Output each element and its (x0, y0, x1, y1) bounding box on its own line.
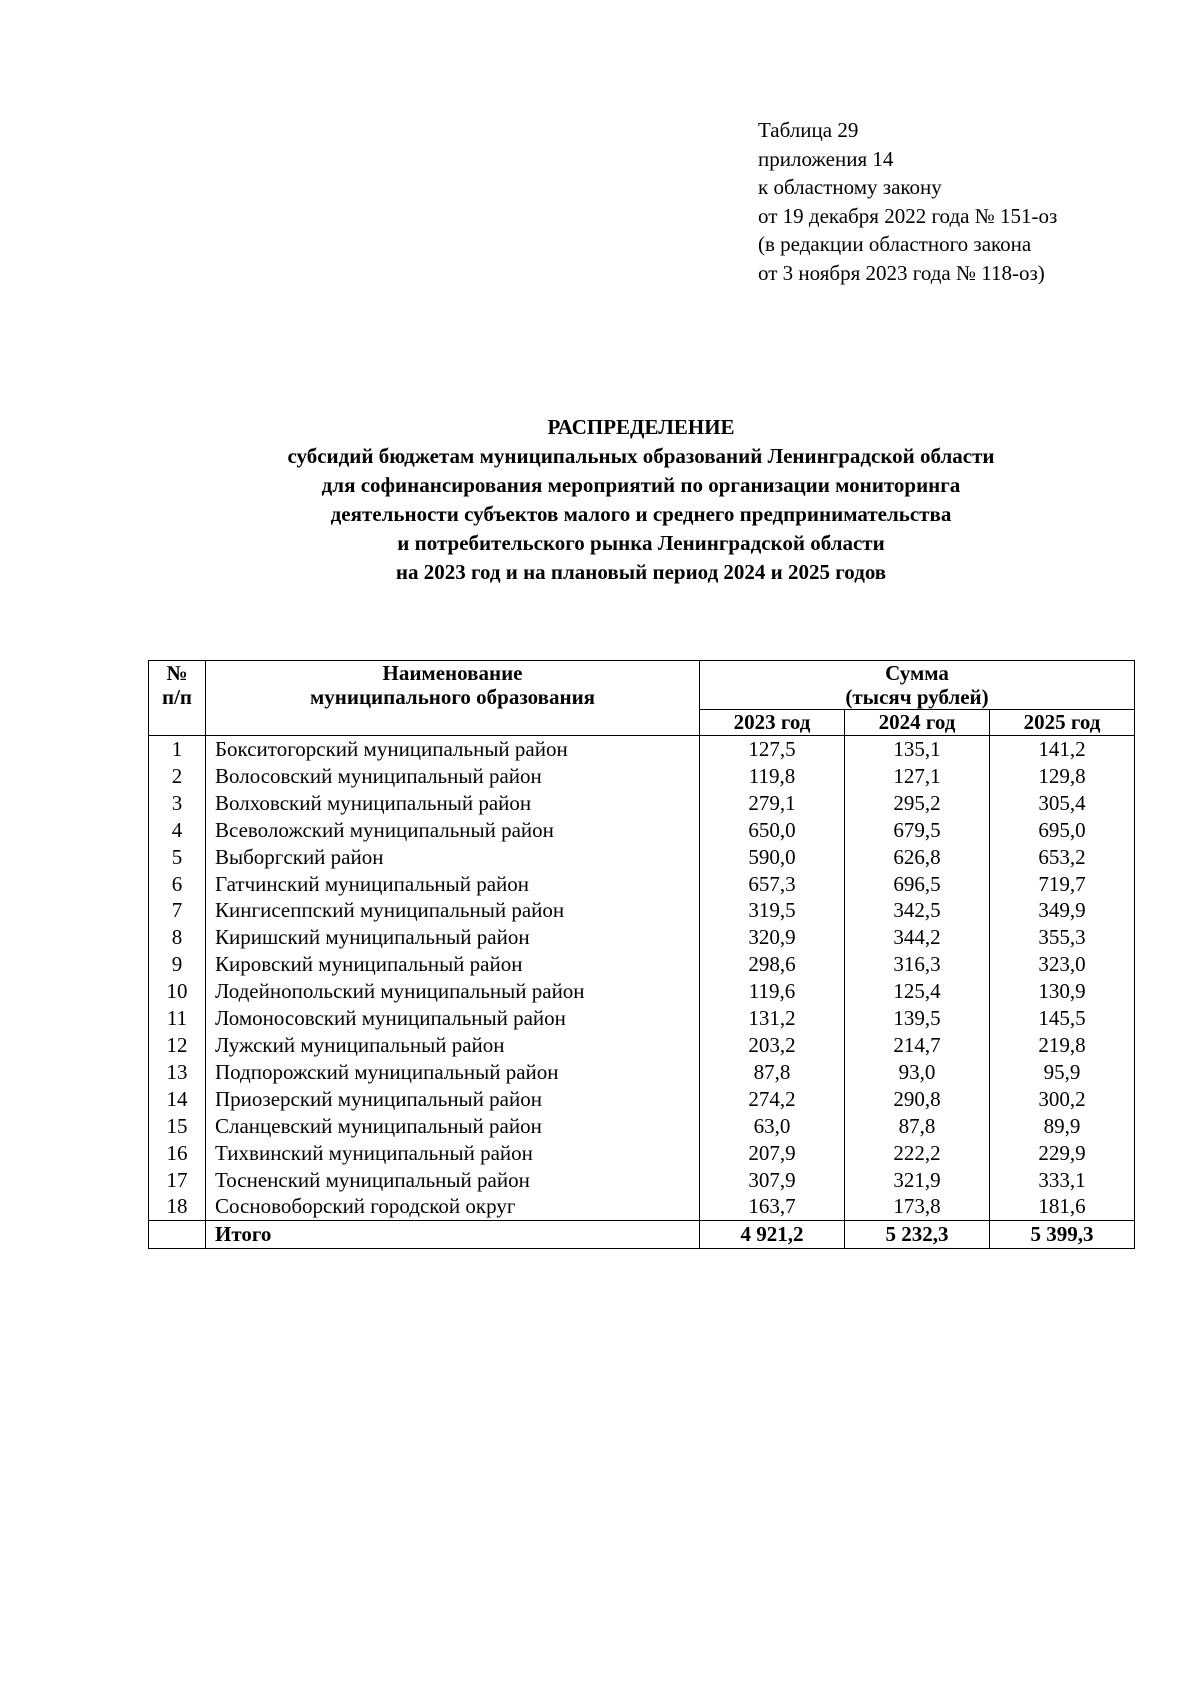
subsidy-table (148, 660, 1135, 1249)
municipality-name: Лодейнопольский муниципальный район (206, 978, 700, 1005)
value-2025: 89,9 (990, 1113, 1135, 1140)
header-note-line: от 3 ноября 2023 года № 118-оз) (758, 260, 1045, 285)
municipality-name: Ломоносовский муниципальный район (206, 1005, 700, 1032)
municipality-name: Выборгский район (206, 844, 700, 871)
value-2025: 141,2 (990, 736, 1135, 763)
table-row (149, 736, 1135, 763)
value-2025: 95,9 (990, 1059, 1135, 1086)
row-number: 2 (149, 763, 206, 790)
value-2024: 222,2 (845, 1140, 990, 1167)
table-row (149, 817, 1135, 844)
value-2024: 316,3 (845, 951, 990, 978)
table-row (149, 1086, 1135, 1113)
municipality-name: Всеволожский муниципальный район (206, 817, 700, 844)
value-2023: 590,0 (700, 844, 845, 871)
value-2024: 696,5 (845, 871, 990, 898)
value-2025: 333,1 (990, 1167, 1135, 1194)
title-line: для софинансирования мероприятий по организации мониторинга (321, 473, 961, 497)
header-num-line1: № (166, 661, 188, 685)
value-2023: 319,5 (700, 897, 845, 924)
value-2023: 307,9 (700, 1167, 845, 1194)
row-number: 14 (149, 1086, 206, 1113)
value-2023: 119,6 (700, 978, 845, 1005)
municipality-name: Волховский муниципальный район (206, 790, 700, 817)
value-2023: 163,7 (700, 1193, 845, 1220)
value-2025: 355,3 (990, 924, 1135, 951)
header-note-line: приложения 14 (758, 146, 894, 171)
value-2025: 130,9 (990, 978, 1135, 1005)
total-2025: 5 399,3 (990, 1221, 1135, 1249)
value-2023: 203,2 (700, 1032, 845, 1059)
municipality-name: Гатчинский муниципальный район (206, 871, 700, 898)
value-2023: 298,6 (700, 951, 845, 978)
table-row (149, 897, 1135, 924)
row-number: 6 (149, 871, 206, 898)
value-2025: 695,0 (990, 817, 1135, 844)
row-number: 17 (149, 1167, 206, 1194)
row-number: 8 (149, 924, 206, 951)
title-line: и потребительского рынка Ленинградской области (397, 531, 885, 555)
table-row (149, 790, 1135, 817)
table-row (149, 871, 1135, 898)
row-number: 3 (149, 790, 206, 817)
value-2024: 321,9 (845, 1167, 990, 1194)
header-name-line2: муниципального образования (309, 685, 596, 709)
header-year: 2023 год (700, 710, 845, 736)
value-2025: 145,5 (990, 1005, 1135, 1032)
header-note-line: к областному закону (758, 175, 942, 199)
header-note-line: от 19 декабря 2022 года № 151-оз (758, 203, 1058, 228)
total-2024: 5 232,3 (845, 1221, 990, 1249)
title-line: на 2023 год и на плановый период 2024 и 2025 годов (395, 560, 887, 584)
header-year: 2024 год (845, 710, 990, 736)
value-2023: 320,9 (700, 924, 845, 951)
value-2023: 131,2 (700, 1005, 845, 1032)
document-title (0, 413, 1200, 587)
value-2024: 125,4 (845, 978, 990, 1005)
row-number: 16 (149, 1140, 206, 1167)
header-sum (700, 661, 1135, 710)
row-number: 1 (149, 736, 206, 763)
value-2025: 129,8 (990, 763, 1135, 790)
value-2024: 135,1 (845, 736, 990, 763)
table-row (149, 924, 1135, 951)
value-2024: 173,8 (845, 1193, 990, 1220)
header-num (149, 661, 206, 736)
header-sum-line1: Сумма (885, 661, 949, 685)
value-2025: 323,0 (990, 951, 1135, 978)
municipality-name: Волосовский муниципальный район (206, 763, 700, 790)
value-2025: 181,6 (990, 1193, 1135, 1220)
value-2025: 300,2 (990, 1086, 1135, 1113)
value-2024: 344,2 (845, 924, 990, 951)
total-2023: 4 921,2 (700, 1221, 845, 1249)
row-number: 13 (149, 1059, 206, 1086)
value-2024: 139,5 (845, 1005, 990, 1032)
header-name (206, 661, 700, 736)
value-2023: 63,0 (700, 1113, 845, 1140)
municipality-name: Лужский муниципальный район (206, 1032, 700, 1059)
value-2025: 653,2 (990, 844, 1135, 871)
value-2024: 214,7 (845, 1032, 990, 1059)
value-2023: 127,5 (700, 736, 845, 763)
value-2025: 229,9 (990, 1140, 1135, 1167)
municipality-name: Тихвинский муниципальный район (206, 1140, 700, 1167)
value-2024: 342,5 (845, 897, 990, 924)
row-number: 9 (149, 951, 206, 978)
municipality-name: Киришский муниципальный район (206, 924, 700, 951)
row-number: 15 (149, 1113, 206, 1140)
row-number: 4 (149, 817, 206, 844)
value-2025: 219,8 (990, 1032, 1135, 1059)
municipality-name: Приозерский муниципальный район (206, 1086, 700, 1113)
value-2023: 119,8 (700, 763, 845, 790)
value-2024: 626,8 (845, 844, 990, 871)
header-note-line: (в редакции областного закона (758, 232, 1032, 256)
value-2025: 349,9 (990, 897, 1135, 924)
table-row (149, 1059, 1135, 1086)
municipality-name: Кировский муниципальный район (206, 951, 700, 978)
row-number: 10 (149, 978, 206, 1005)
header-note-line: Таблица 29 (758, 118, 859, 142)
municipality-name: Кингисеппский муниципальный район (206, 897, 700, 924)
value-2025: 719,7 (990, 871, 1135, 898)
header-note (758, 116, 1057, 287)
table-row (149, 1193, 1135, 1220)
table-row (149, 1167, 1135, 1194)
row-number: 5 (149, 844, 206, 871)
title-line: РАСПРЕДЕЛЕНИЕ (547, 415, 735, 439)
table-row (149, 1140, 1135, 1167)
value-2023: 657,3 (700, 871, 845, 898)
value-2023: 279,1 (700, 790, 845, 817)
table-row (149, 1032, 1135, 1059)
total-row (149, 1221, 1135, 1249)
value-2024: 295,2 (845, 790, 990, 817)
table-row (149, 763, 1135, 790)
municipality-name: Сосновоборский городской округ (206, 1193, 700, 1220)
header-num-line2: п/п (161, 685, 193, 709)
total-num-cell (149, 1221, 206, 1249)
table-row (149, 844, 1135, 871)
municipality-name: Тосненский муниципальный район (206, 1167, 700, 1194)
total-label: Итого (206, 1221, 700, 1249)
row-number: 11 (149, 1005, 206, 1032)
value-2025: 305,4 (990, 790, 1135, 817)
row-number: 12 (149, 1032, 206, 1059)
municipality-name: Сланцевский муниципальный район (206, 1113, 700, 1140)
municipality-name: Подпорожский муниципальный район (206, 1059, 700, 1086)
value-2024: 679,5 (845, 817, 990, 844)
value-2024: 93,0 (845, 1059, 990, 1086)
value-2024: 127,1 (845, 763, 990, 790)
value-2024: 290,8 (845, 1086, 990, 1113)
title-line: субсидий бюджетам муниципальных образований Ленинградской области (287, 444, 995, 468)
value-2023: 650,0 (700, 817, 845, 844)
header-year: 2025 год (990, 710, 1135, 736)
value-2023: 274,2 (700, 1086, 845, 1113)
municipality-name: Бокситогорский муниципальный район (206, 736, 700, 763)
table-row (149, 1005, 1135, 1032)
title-line: деятельности субъектов малого и среднего предпринимательства (330, 502, 952, 526)
header-sum-line2: (тысяч рублей) (845, 685, 989, 709)
table-body (149, 736, 1135, 1221)
table-row (149, 951, 1135, 978)
table-row (149, 1113, 1135, 1140)
value-2024: 87,8 (845, 1113, 990, 1140)
table-row (149, 978, 1135, 1005)
header-name-line1: Наименование (382, 661, 523, 685)
value-2023: 87,8 (700, 1059, 845, 1086)
row-number: 18 (149, 1193, 206, 1220)
value-2023: 207,9 (700, 1140, 845, 1167)
row-number: 7 (149, 897, 206, 924)
